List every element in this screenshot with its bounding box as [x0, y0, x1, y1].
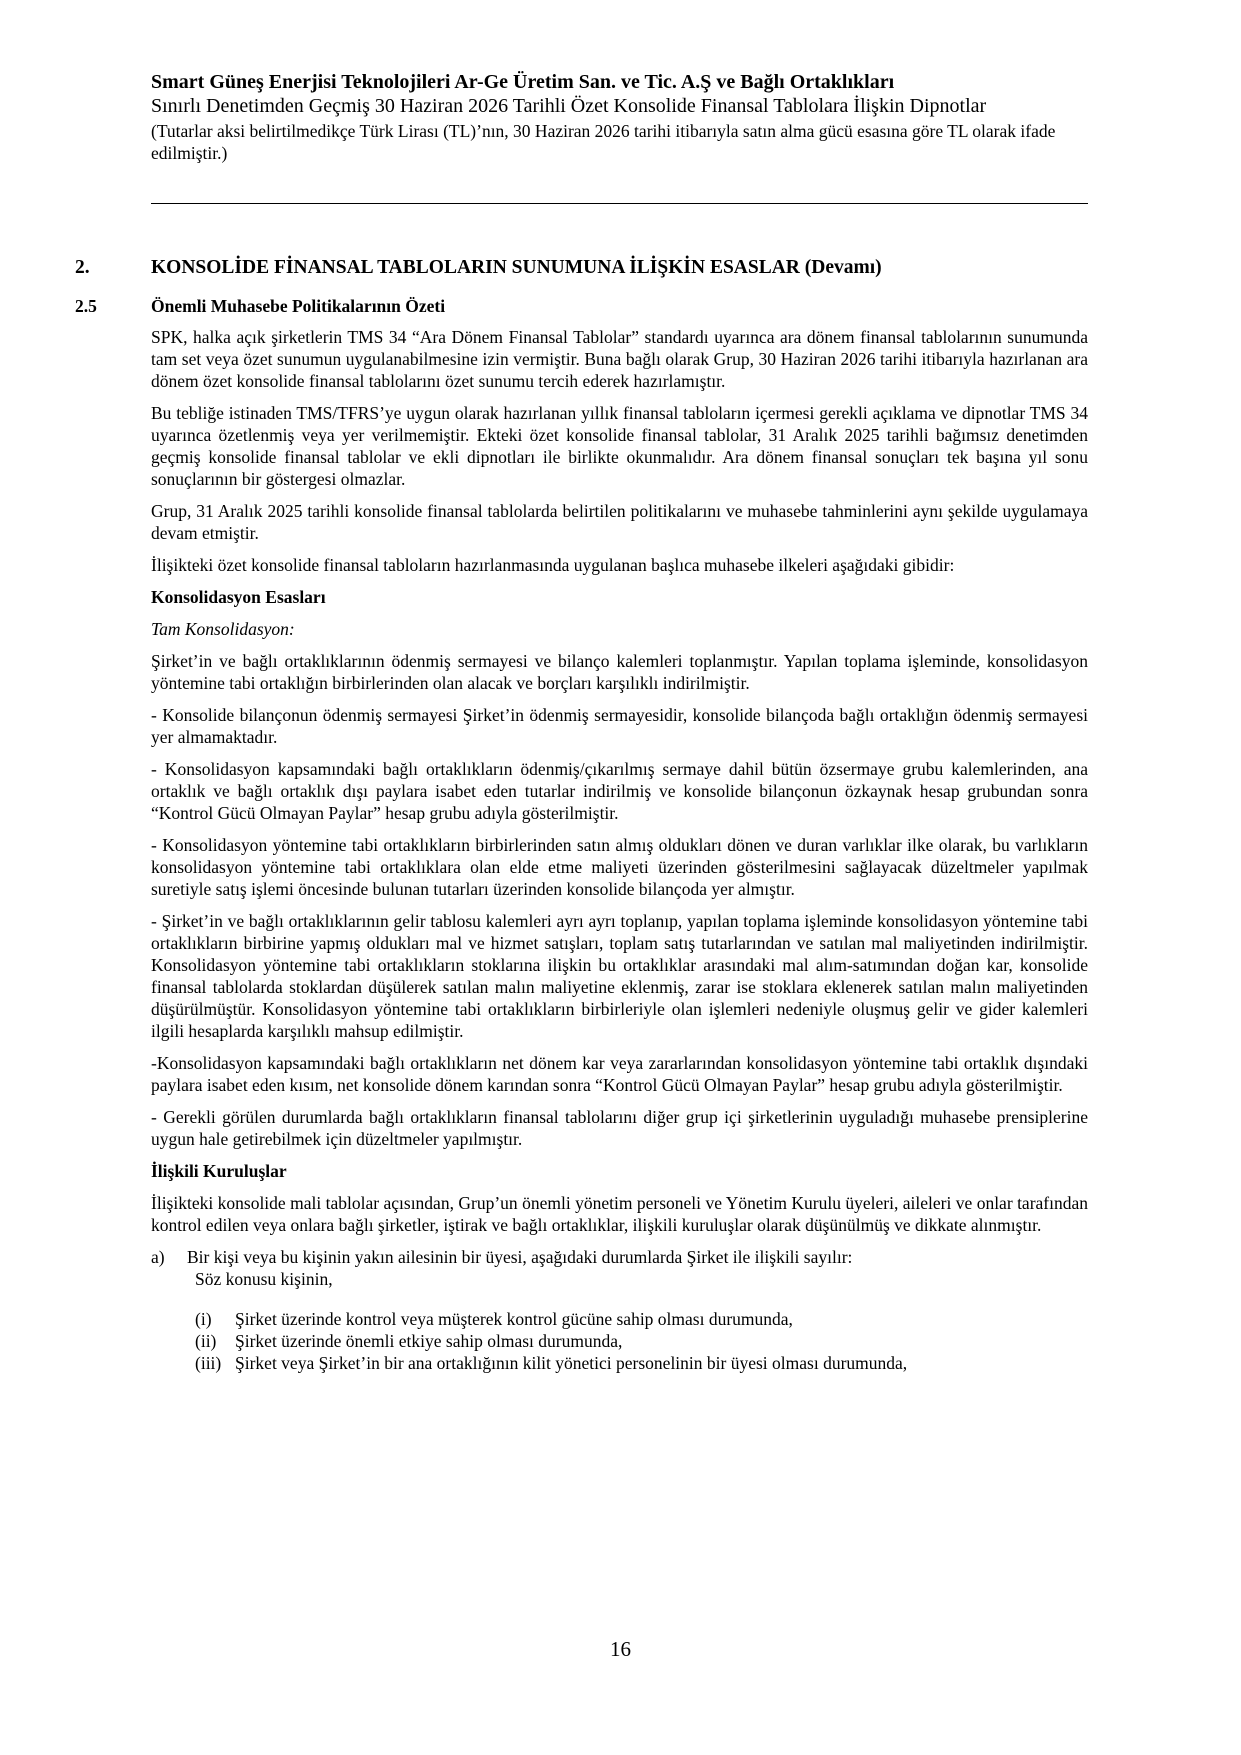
subsection-number: 2.5	[75, 296, 97, 316]
subsection-title: Önemli Muhasebe Politikalarının Özeti	[151, 296, 446, 316]
body-text	[151, 326, 1088, 1374]
paragraph: - Konsolidasyon kapsamındaki bağlı ortaklıkların ödenmiş/çıkarılmış sermaye dahil bütün özsermaye grubu kalemlerinden, ana ortaklık ve bağlı ortaklık dışı paylara isabet eden tutarlar indirilmiş ve konsolide bilançonun özkaynak hesap grubundan sonra “Kontrol Gücü Olmayan Paylar” hesap grubu adıyla gösterilmiştir.	[151, 759, 1088, 823]
heading-tam-konsolidasyon: Tam Konsolidasyon:	[151, 619, 295, 639]
header-divider	[151, 203, 1088, 204]
paragraph: SPK, halka açık şirketlerin TMS 34 “Ara Dönem Finansal Tablolar” standardı uyarınca ara dönem finansal tablolarının sunumunda tam set veya özet sunumun uygulanabilmesine izin vermiştir. Buna bağlı olarak Grup, 30 Haziran 2026 tarihi itibarıyla hazırlanan ara dönem özet konsolide finansal tablolarını özet sunumu tercih ederek hazırlamıştır.	[151, 327, 1088, 391]
heading-konsolidasyon: Konsolidasyon Esasları	[151, 587, 326, 607]
page-header	[151, 70, 1088, 164]
roman-list	[151, 1308, 1088, 1374]
roman-list-item	[195, 1352, 1088, 1374]
roman-marker: (iii)	[195, 1353, 222, 1373]
company-name: Smart Güneş Enerjisi Teknolojileri Ar-Ge Üretim San. ve Tic. A.Ş ve Bağlı Ortaklıkları	[151, 71, 895, 93]
paragraph: Bu tebliğe istinaden TMS/TFRS’ye uygun olarak hazırlanan yıllık finansal tabloların içermesi gerekli açıklama ve dipnotlar TMS 34 uyarınca özetlenmiş veya yer verilmemiştir. Ekteki özet konsolide finansal tablolar, 31 Aralık 2025 tarihli bağımsız denetimden geçmiş konsolide finansal tablolar ve ekli dipnotları ile birlikte okunmalıdır. Ara dönem finansal sonuçları tek başına yıl sonu sonuçlarının bir göstergesi olmazlar.	[151, 403, 1088, 489]
page-number: 16	[610, 1637, 631, 1661]
list-line: Bir kişi veya bu kişinin yakın ailesinin bir üyesi, aşağıdaki durumlarda Şirket ile ilişkili sayılır:	[187, 1247, 853, 1267]
roman-text: Şirket üzerinde kontrol veya müşterek kontrol gücüne sahip olması durumunda,	[235, 1309, 793, 1329]
section-title: KONSOLİDE FİNANSAL TABLOLARIN SUNUMUNA İLİŞKİN ESASLAR (Devamı)	[151, 257, 882, 278]
paragraph: -Konsolidasyon kapsamındaki bağlı ortaklıkların net dönem kar veya zararlarından konsolidasyon yöntemine tabi ortaklık dışındaki paylara isabet eden kısım, net konsolide dönem karından sonra “Kontrol Gücü Olmayan Paylar” hesap grubu adıyla gösterilmiştir.	[151, 1053, 1088, 1095]
list-item-a	[151, 1246, 1088, 1374]
subsection-heading	[75, 296, 1088, 317]
roman-text: Şirket veya Şirket’in bir ana ortaklığının kilit yönetici personelinin bir üyesi olması durumunda,	[235, 1353, 908, 1373]
paragraph: İlişikteki özet konsolide finansal tabloların hazırlanmasında uygulanan başlıca muhasebe ilkeleri aşağıdaki gibidir:	[151, 555, 955, 575]
paragraph: Grup, 31 Aralık 2025 tarihli konsolide finansal tablolarda belirtilen politikalarını ve muhasebe tahminlerini aynı şekilde uygulamaya devam etmiştir.	[151, 501, 1088, 543]
currency-note: (Tutarlar aksi belirtilmedikçe Türk Lirası (TL)’nın, 30 Haziran 2026 tarihi itibarıyla satın alma gücü esasına göre TL olarak ifade edilmiştir.)	[151, 121, 1056, 163]
paragraph: - Şirket’in ve bağlı ortaklıklarının gelir tablosu kalemleri ayrı ayrı toplanıp, yapılan toplama işleminde konsolidasyon yöntemine tabi ortaklıkların birbirine yapmış oldukları mal ve hizmet satışları, toplam satış tutarlarından ve satılan mal maliyetinden indirilmiştir. Konsolidasyon yöntemine tabi ortaklıkların stoklarına ilişkin bu ortaklıklar arasındaki mal alım-satımından doğan kar, konsolide finansal tablolarda stoklardan düşülerek satılan malın maliyetine eklenmiş, zarar ise stoklara eklenerek satılan malın maliyetinden düşürülmüştür. Konsolidasyon yöntemine tabi ortaklıkların birbirleriyle olan işlemleri nedeniyle oluşmuş gelir ve gider kalemleri ilgili hesaplarda karşılıklı mahsup edilmiştir.	[151, 911, 1088, 1041]
roman-marker: (i)	[195, 1309, 212, 1329]
report-subtitle: Sınırlı Denetimden Geçmiş 30 Haziran 2026 Tarihli Özet Konsolide Finansal Tablolara İlişkin Dipnotlar	[151, 95, 987, 117]
list-marker: a)	[151, 1247, 165, 1267]
section-heading	[75, 257, 1088, 279]
heading-iliskili-kuruluslar: İlişkili Kuruluşlar	[151, 1161, 287, 1181]
paragraph: İlişikteki konsolide mali tablolar açısından, Grup’un önemli yönetim personeli ve Yönetim Kurulu üyeleri, aileleri ve onlar tarafından kontrol edilen veya onlara bağlı şirketler, iştirak ve bağlı ortaklıklar, ilişkili kuruluşlar olarak düşünülmüş ve dikkate alınmıştır.	[151, 1193, 1088, 1235]
paragraph: - Konsolide bilançonun ödenmiş sermayesi Şirket’in ödenmiş sermayesidir, konsolide bilançoda bağlı ortaklığın ödenmiş sermayesi yer almamaktadır.	[151, 705, 1088, 747]
roman-list-item	[195, 1308, 1088, 1330]
roman-marker: (ii)	[195, 1331, 217, 1351]
roman-list-item	[195, 1330, 1088, 1352]
paragraph: Şirket’in ve bağlı ortaklıklarının ödenmiş sermayesi ve bilanço kalemleri toplanmıştır. Yapılan toplama işleminde, konsolidasyon yöntemine tabi ortaklığın birbirlerinden olan alacak ve borçları karşılıklı indirilmiştir.	[151, 651, 1088, 693]
paragraph: - Gerekli görülen durumlarda bağlı ortaklıkların finansal tablolarını diğer grup içi şirketlerinin uyguladığı muhasebe prensiplerine uygun hale getirebilmek için düzeltmeler yapılmıştır.	[151, 1107, 1088, 1149]
list-line: Söz konusu kişinin,	[195, 1269, 333, 1289]
section-number: 2.	[75, 257, 90, 278]
roman-text: Şirket üzerinde önemli etkiye sahip olması durumunda,	[235, 1331, 623, 1351]
paragraph: - Konsolidasyon yöntemine tabi ortaklıkların birbirlerinden satın almış oldukları dönen ve duran varlıklar ilke olarak, bu varlıkların konsolidasyon yöntemine tabi ortaklıklara olan elde etme maliyeti üzerinden gösterilmesini sağlayacak düzeltmeler yapılmak suretiyle satış işlemi öncesinde bulunan tutarları üzerinden konsolide bilançoda yer almıştır.	[151, 835, 1088, 899]
